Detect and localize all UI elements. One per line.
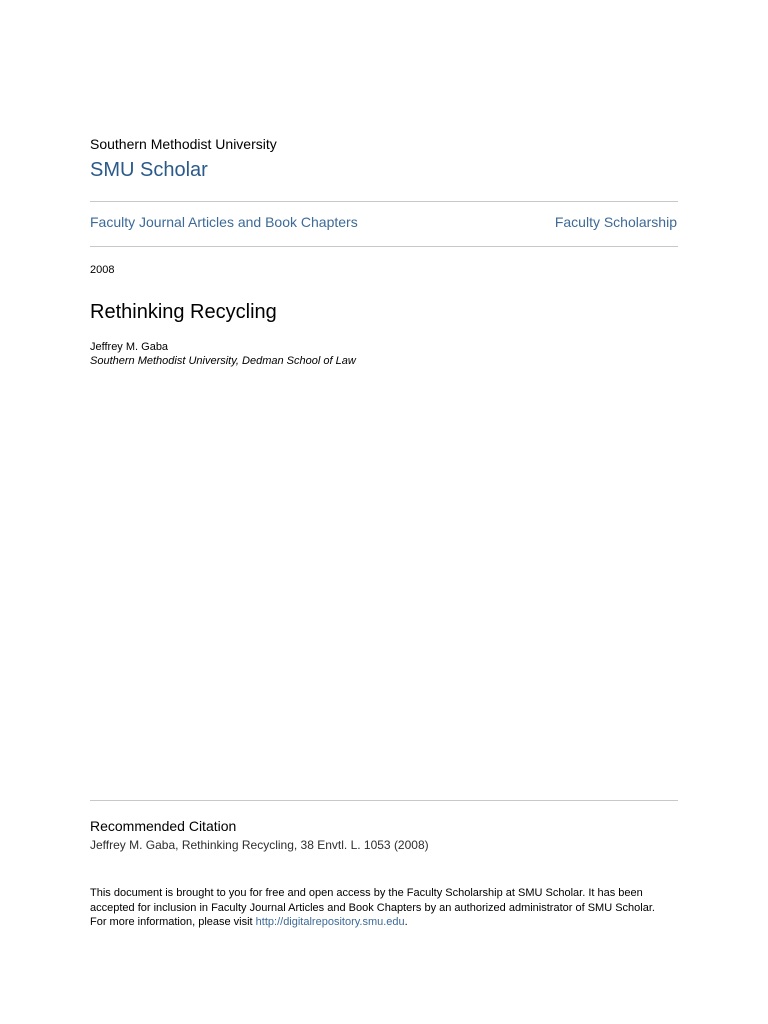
citation-text: Jeffrey M. Gaba, Rethinking Recycling, 38 Envtl. L. 1053 (2008) bbox=[90, 838, 429, 852]
author-name: Jeffrey M. Gaba bbox=[90, 341, 169, 353]
institution-name: Southern Methodist University bbox=[90, 136, 277, 152]
collection-link[interactable]: Faculty Journal Articles and Book Chapters bbox=[90, 214, 358, 230]
faculty-scholarship-link[interactable]: Faculty Scholarship bbox=[554, 214, 677, 230]
access-notice bbox=[90, 886, 670, 930]
article-title: Rethinking Recycling bbox=[90, 301, 277, 323]
header-divider-bottom bbox=[90, 246, 678, 247]
author-affiliation: Southern Methodist University, Dedman School of Law bbox=[90, 355, 356, 367]
recommended-citation-heading: Recommended Citation bbox=[90, 818, 237, 834]
repository-url-link[interactable]: http://digitalrepository.smu.edu bbox=[255, 916, 405, 928]
header-divider-top bbox=[90, 201, 678, 202]
notice-end: . bbox=[404, 916, 408, 928]
citation-divider bbox=[90, 800, 678, 801]
notice-text: This document is brought to you for free and open access by the Faculty Scholarship at SMU Scholar. It has been accepted for inclusion in Faculty Journal Articles and Book Chapters by an authorized administrator of SMU Scholar. For more information, please visit bbox=[90, 887, 655, 928]
repository-link[interactable]: SMU Scholar bbox=[90, 159, 208, 181]
publication-year: 2008 bbox=[90, 264, 115, 276]
